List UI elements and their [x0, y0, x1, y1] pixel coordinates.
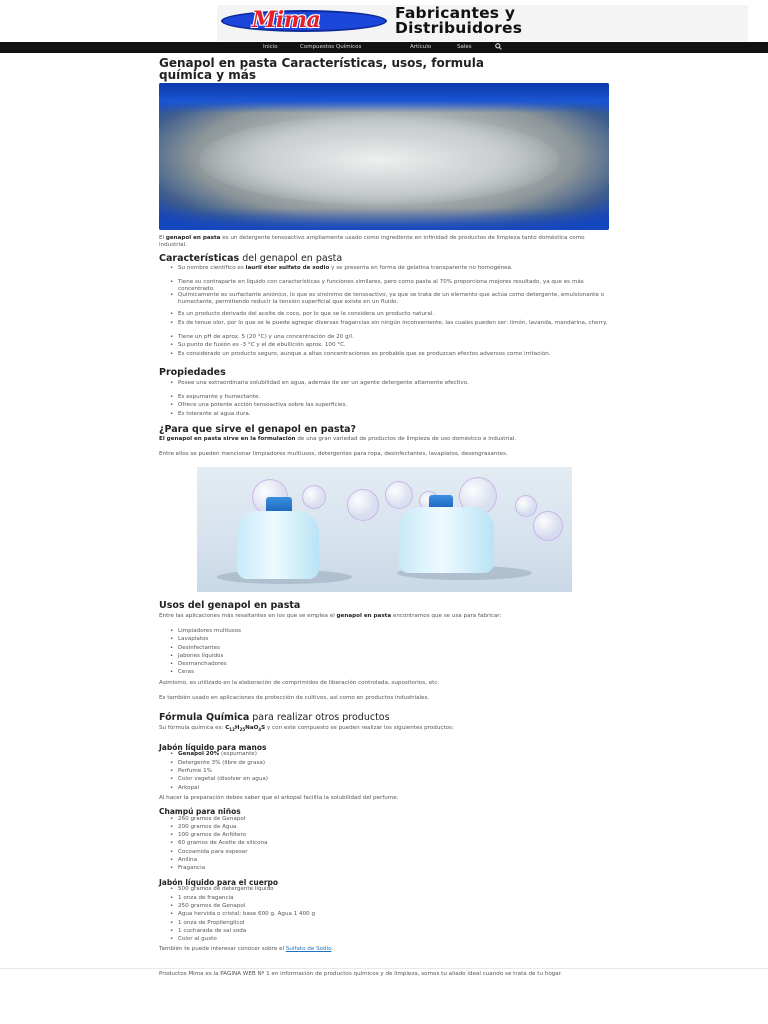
heading-jabon-cuerpo: Jabón líquido para el cuerpo — [159, 878, 279, 887]
list-item: • Anilina — [178, 857, 608, 864]
list-item: • Es espumante y humectante. — [178, 394, 608, 401]
usos-paragraph-3: Es también usado en aplicaciones de protección de cultivos, así como en productos industriales. — [159, 695, 430, 701]
genapol-20: Genapol 20% — [178, 751, 220, 757]
usos-paragraph-2: Asimismo, es utilizado en la elaboración de comprimidos de liberación controlada, supositorios, etc. — [159, 680, 440, 686]
list-item: • 60 gramos de Aceite de silicona — [178, 840, 608, 847]
bottle-right — [399, 507, 494, 573]
heading-para-que: ¿Para que sirve el genapol en pasta? — [159, 424, 357, 435]
intro-paragraph — [159, 235, 611, 248]
also-interest-paragraph — [159, 946, 611, 953]
heading-champu: Champú para niños — [159, 807, 241, 816]
list-item: • Desinfectantes — [178, 645, 608, 652]
detergent-bottles-image — [197, 467, 572, 592]
bubble — [302, 485, 326, 509]
list-item: • 100 gramos de Anfótero — [178, 832, 608, 839]
bubble — [385, 481, 413, 509]
list-item: • Posee una extraordinaria solubilidad en agua, además de ser un agente detergente altamente efectivo. — [178, 380, 608, 387]
list-item: • 260 gramos de Genapol — [178, 816, 608, 823]
nav-item-articulo[interactable]: Artículo — [410, 44, 432, 50]
hero-image-genapol-barrel — [159, 83, 609, 230]
usos-paragraph — [159, 613, 611, 620]
list-item: • Perfume 1% — [178, 768, 608, 775]
para-que-rest: de una gran variedad de productos de limpieza de uso doméstico e industrial. — [295, 436, 517, 442]
para-que-paragraph — [159, 436, 611, 443]
barrel-bottom — [159, 208, 609, 230]
page-title-line1: Genapol en pasta Características, usos, formula — [159, 56, 484, 70]
usos-pre: Entre las aplicaciones más resaltantes en los que se emplea el — [159, 613, 337, 619]
heading-usos: Usos del genapol en pasta — [159, 600, 301, 611]
chemical-formula: $C_{12}H_{25}NaO_4S$ — [225, 725, 266, 733]
formula-post: y con este compuesto se pueden realizar los siguientes productos: — [265, 725, 454, 731]
list-item: • Limpiadores multiusos — [178, 628, 608, 635]
site-header — [0, 0, 768, 42]
heading-formula-bold: Fórmula Química — [159, 712, 250, 723]
list-item: • Agua hervida o cristal; base 600 g. Agua 1 400 g — [178, 911, 608, 918]
genapol-20-rest: (espumante) — [219, 751, 257, 757]
list-item: • Jabones líquidos — [178, 653, 608, 660]
list-item: • Arkopal — [178, 785, 608, 792]
sulfato-de-sodio-link[interactable]: Sulfato de Sodio — [285, 946, 332, 952]
list-item: • Ceras — [178, 669, 608, 676]
bubble — [515, 495, 537, 517]
nav-item-sales[interactable]: Sales — [457, 44, 472, 50]
list-item: • Ofrece una potente acción tensoactiva sobre las superficies. — [178, 402, 608, 409]
nav-item-inicio[interactable]: Inicio — [263, 44, 278, 50]
heading-caracteristicas — [159, 254, 342, 264]
also-interest-post: . — [331, 946, 334, 952]
jabon-manos-note: Al hacer la preparación debes saber que el arkopal facilita la solubilidad del perfume. — [159, 795, 399, 801]
footer-text: Productos Mima es la PAGINA WEB Nº 1 en información de productos químicos y de limpieza, somos tu aliado ideal cuando se trata de tu hogar. — [159, 971, 563, 977]
list-item — [178, 265, 608, 272]
intro-bold: genapol en pasta — [165, 235, 221, 241]
item1-post: y se presenta en forma de gelatina transparente no homogénea. — [329, 265, 513, 271]
para-que-paragraph-2: Entre ellos se pueden mencionar limpiadores multiusos, detergentes para ropa, desinfectantes, lavaplatos, desengrasantes. — [159, 451, 508, 457]
list-item: • Químicamente es surfactante aniónico, lo que es sinónimo de tensoactivo, ya que se trata de un elemento que actúa como detergente, emulsionante o humectante, permitiendo reducir la tensión superficial que existe en un fluido. — [178, 292, 608, 305]
site-title-line2: Distribuidores — [395, 19, 523, 37]
list-item: • Detergente 3% (libre de grasa) — [178, 760, 608, 767]
page-title-line2: química y más — [159, 68, 256, 82]
usos-post: encontramos que se usa para fabricar: — [391, 613, 502, 619]
paste-surface — [199, 115, 559, 205]
list-item: • Tiene su contraparte en líquido con características y funciones similares, pero como pasta al 70% proporciona mejores resultado, ya que es más concentrado. — [178, 279, 608, 292]
list-item: • 1 onza de fragancia — [178, 895, 608, 902]
heading-formula-rest: para realizar otros productos — [249, 712, 390, 723]
list-item: • 500 gramos de detergente líquido — [178, 886, 608, 893]
list-item: • Color al gusto — [178, 936, 608, 943]
usos-bold: genapol en pasta — [336, 613, 392, 619]
also-interest-pre: También te puede interesar conocer sobre el — [159, 946, 286, 952]
list-item: • Su punto de fusión es -3 °C y el de ebullición aprox. 100 °C. — [178, 342, 608, 349]
main-nav — [0, 42, 768, 53]
list-item: • Color vegetal (disolver en agua) — [178, 776, 608, 783]
list-item: • Es de tenue olor, por lo que se le puede agregar diversas fragancias sin ningún inconveniente, las cuales pueden ser: limón, lavanda, mandarina, cherry. — [178, 320, 608, 327]
list-item: • Es un producto derivado del aceite de coco, por lo que se le considera un producto natural. — [178, 311, 608, 318]
item1-bold: lauril éter sulfato de sodio — [245, 265, 330, 271]
heading-jabon-manos: Jabón líquido para manos — [159, 743, 267, 752]
item1-pre: Su nombre científico es — [178, 265, 246, 271]
site-title — [395, 6, 635, 36]
bubble — [533, 511, 563, 541]
list-item: • 1 cucharada de sal soda — [178, 928, 608, 935]
list-item: • 1 onza de Propilenglicol — [178, 920, 608, 927]
heading-caracteristicas-rest: del genapol en pasta — [239, 253, 343, 264]
nav-item-compuestos[interactable]: Compuestos Químicos — [300, 44, 362, 50]
list-item: • Desmanchadores — [178, 661, 608, 668]
footer-divider — [0, 968, 768, 969]
formula-paragraph — [159, 725, 611, 732]
list-item: • Es considerado un producto seguro, aunque a altas concentraciones es probable que se produzcan efectos adversos como irritación. — [178, 351, 608, 358]
intro-prefix: El — [159, 235, 166, 241]
list-item: • Fragancia — [178, 865, 608, 872]
list-item: • Cocoamida para espesar — [178, 849, 608, 856]
site-title-line1: Fabricantes y — [395, 4, 516, 22]
intro-rest: es un detergente tensoactivo ampliamente usado como ingrediente en infinidad de productos de limpieza tanto doméstica como industrial. — [159, 235, 585, 248]
formula-pre: Su fórmula química es: — [159, 725, 226, 731]
list-item: • Lavaplatos — [178, 636, 608, 643]
list-item: • 250 gramos de Genapol — [178, 903, 608, 910]
page-title — [159, 57, 609, 81]
list-item: • 200 gramos de Agua — [178, 824, 608, 831]
heading-propiedades: Propiedades — [159, 367, 226, 378]
list-item: • Tiene un pH de aprox. 5 (20 °C) y una concentración de 20 g/l. — [178, 334, 608, 341]
bottle-left — [237, 511, 319, 579]
para-que-bold: El genapol en pasta sirve en la formulación — [159, 436, 296, 442]
list-item: • Es tolerante al agua dura. — [178, 411, 608, 418]
list-item — [178, 751, 608, 758]
search-icon[interactable] — [495, 43, 502, 53]
heading-formula — [159, 713, 390, 723]
heading-caracteristicas-bold: Características — [159, 253, 240, 264]
barrel-rim — [159, 83, 609, 113]
bubble — [347, 489, 379, 521]
site-logo[interactable]: Mima — [252, 7, 321, 33]
